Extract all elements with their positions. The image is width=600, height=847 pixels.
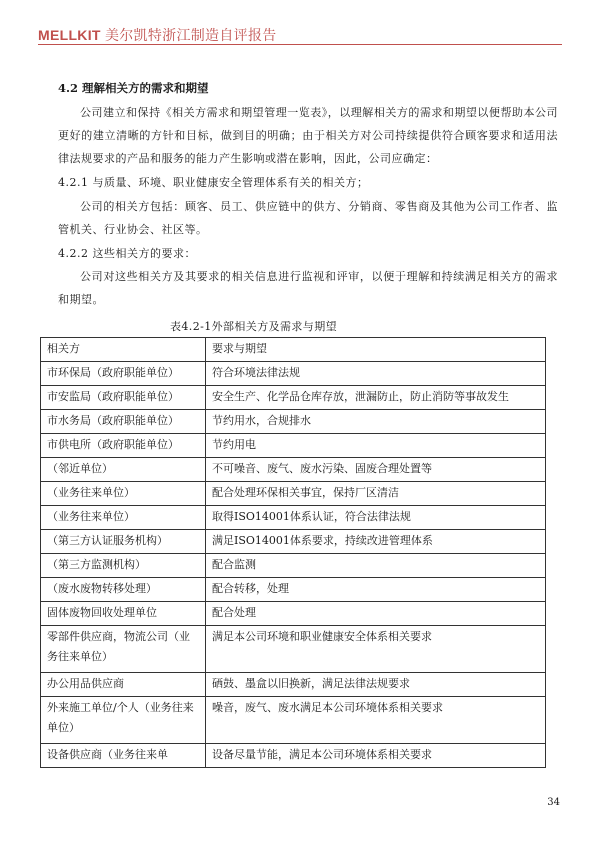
stakeholder-cell: （第三方认证服务机构） bbox=[41, 530, 206, 554]
requirement-cell: 配合转移，处理 bbox=[206, 578, 546, 602]
stakeholder-cell: 市水务局（政府职能单位） bbox=[41, 410, 206, 434]
requirement-cell: 符合环境法律法规 bbox=[206, 362, 546, 386]
stakeholder-cell: （废水废物转移处理） bbox=[41, 578, 206, 602]
table-header-row bbox=[41, 338, 546, 362]
table-row bbox=[41, 410, 546, 434]
table-row bbox=[41, 602, 546, 626]
table-row bbox=[41, 434, 546, 458]
paragraph-intro: 公司建立和保持《相关方需求和期望管理一览表》，以理解相关方的需求和期望以便帮助本公司更好的建立清晰的方针和目标，做到目的明确；由于相关方对公司持续提供符合顾客要求和适用法律法规要求的产品和服务的能力产生影响或潜在影响，因此，公司应确定： bbox=[58, 106, 558, 165]
requirement-cell: 硒鼓、墨盒以旧换新，满足法律法规要求 bbox=[206, 673, 546, 697]
brand-name: MELLKIT bbox=[38, 27, 101, 43]
requirement-cell: 取得ISO14001体系认证，符合法律法规 bbox=[206, 506, 546, 530]
requirement-cell: 节约用水，合规排水 bbox=[206, 410, 546, 434]
table-row bbox=[41, 626, 546, 673]
stakeholder-cell: 办公用品供应商 bbox=[41, 673, 206, 697]
stakeholder-table bbox=[40, 337, 546, 768]
table-caption: 表4.2-1外部相关方及需求与期望 bbox=[170, 320, 338, 333]
requirement-cell: 满足本公司环境和职业健康安全体系相关要求 bbox=[206, 626, 546, 673]
header-brand bbox=[38, 25, 277, 45]
stakeholder-cell: （第三方监测机构） bbox=[41, 554, 206, 578]
table-row bbox=[41, 458, 546, 482]
stakeholder-cell: 市环保局（政府职能单位） bbox=[41, 362, 206, 386]
requirement-cell: 节约用电 bbox=[206, 434, 546, 458]
table-row bbox=[41, 362, 546, 386]
requirement-cell: 满足ISO14001体系要求，持续改进管理体系 bbox=[206, 530, 546, 554]
table-row bbox=[41, 744, 546, 768]
requirement-cell: 配合监测 bbox=[206, 554, 546, 578]
table-row bbox=[41, 697, 546, 744]
table-row bbox=[41, 506, 546, 530]
table-row bbox=[41, 386, 546, 410]
paragraph-stakeholders: 公司的相关方包括：顾客、员工、供应链中的供方、分销商、零售商及其他为公司工作者、监管机关、行业协会、社区等。 bbox=[58, 200, 558, 236]
section-title: 4.2 理解相关方的需求和期望 bbox=[58, 81, 209, 95]
header-cell-stakeholder: 相关方 bbox=[41, 338, 206, 362]
requirement-cell: 不可噪音、废气、废水污染、固废合理处置等 bbox=[206, 458, 546, 482]
page-header bbox=[38, 20, 562, 45]
subsection-4-2-2: 4.2.2 这些相关方的要求： bbox=[58, 247, 196, 260]
stakeholder-cell: 设备供应商（业务往来单 bbox=[41, 744, 206, 768]
stakeholder-cell: （业务往来单位） bbox=[41, 506, 206, 530]
table-row bbox=[41, 554, 546, 578]
paragraph-monitoring: 公司对这些相关方及其要求的相关信息进行监视和评审，以便于理解和持续满足相关方的需求和期望。 bbox=[58, 270, 558, 306]
requirement-cell: 噪音，废气、废水满足本公司环境体系相关要求 bbox=[206, 697, 546, 744]
requirement-cell: 配合处理环保相关事宜，保持厂区清洁 bbox=[206, 482, 546, 506]
stakeholder-cell: 市供电所（政府职能单位） bbox=[41, 434, 206, 458]
requirement-cell: 安全生产、化学品仓库存放，泄漏防止，防止消防等事故发生 bbox=[206, 386, 546, 410]
table-row bbox=[41, 530, 546, 554]
stakeholder-cell: 外来施工单位/个人（业务往来单位） bbox=[41, 697, 206, 744]
requirement-cell: 设备尽量节能，满足本公司环境体系相关要求 bbox=[206, 744, 546, 768]
page-number: 34 bbox=[547, 797, 560, 808]
stakeholder-cell: 零部件供应商，物流公司（业务往来单位） bbox=[41, 626, 206, 673]
header-cell-requirements: 要求与期望 bbox=[206, 338, 546, 362]
stakeholder-cell: 固体废物回收处理单位 bbox=[41, 602, 206, 626]
table-row bbox=[41, 578, 546, 602]
requirement-cell: 配合处理 bbox=[206, 602, 546, 626]
stakeholder-cell: （业务往来单位） bbox=[41, 482, 206, 506]
report-title: 美尔凯特浙江制造自评报告 bbox=[100, 27, 277, 43]
table-row bbox=[41, 673, 546, 697]
stakeholder-cell: （邻近单位） bbox=[41, 458, 206, 482]
subsection-4-2-1: 4.2.1 与质量、环境、职业健康安全管理体系有关的相关方； bbox=[58, 176, 369, 189]
table-row bbox=[41, 482, 546, 506]
stakeholder-cell: 市安监局（政府职能单位） bbox=[41, 386, 206, 410]
